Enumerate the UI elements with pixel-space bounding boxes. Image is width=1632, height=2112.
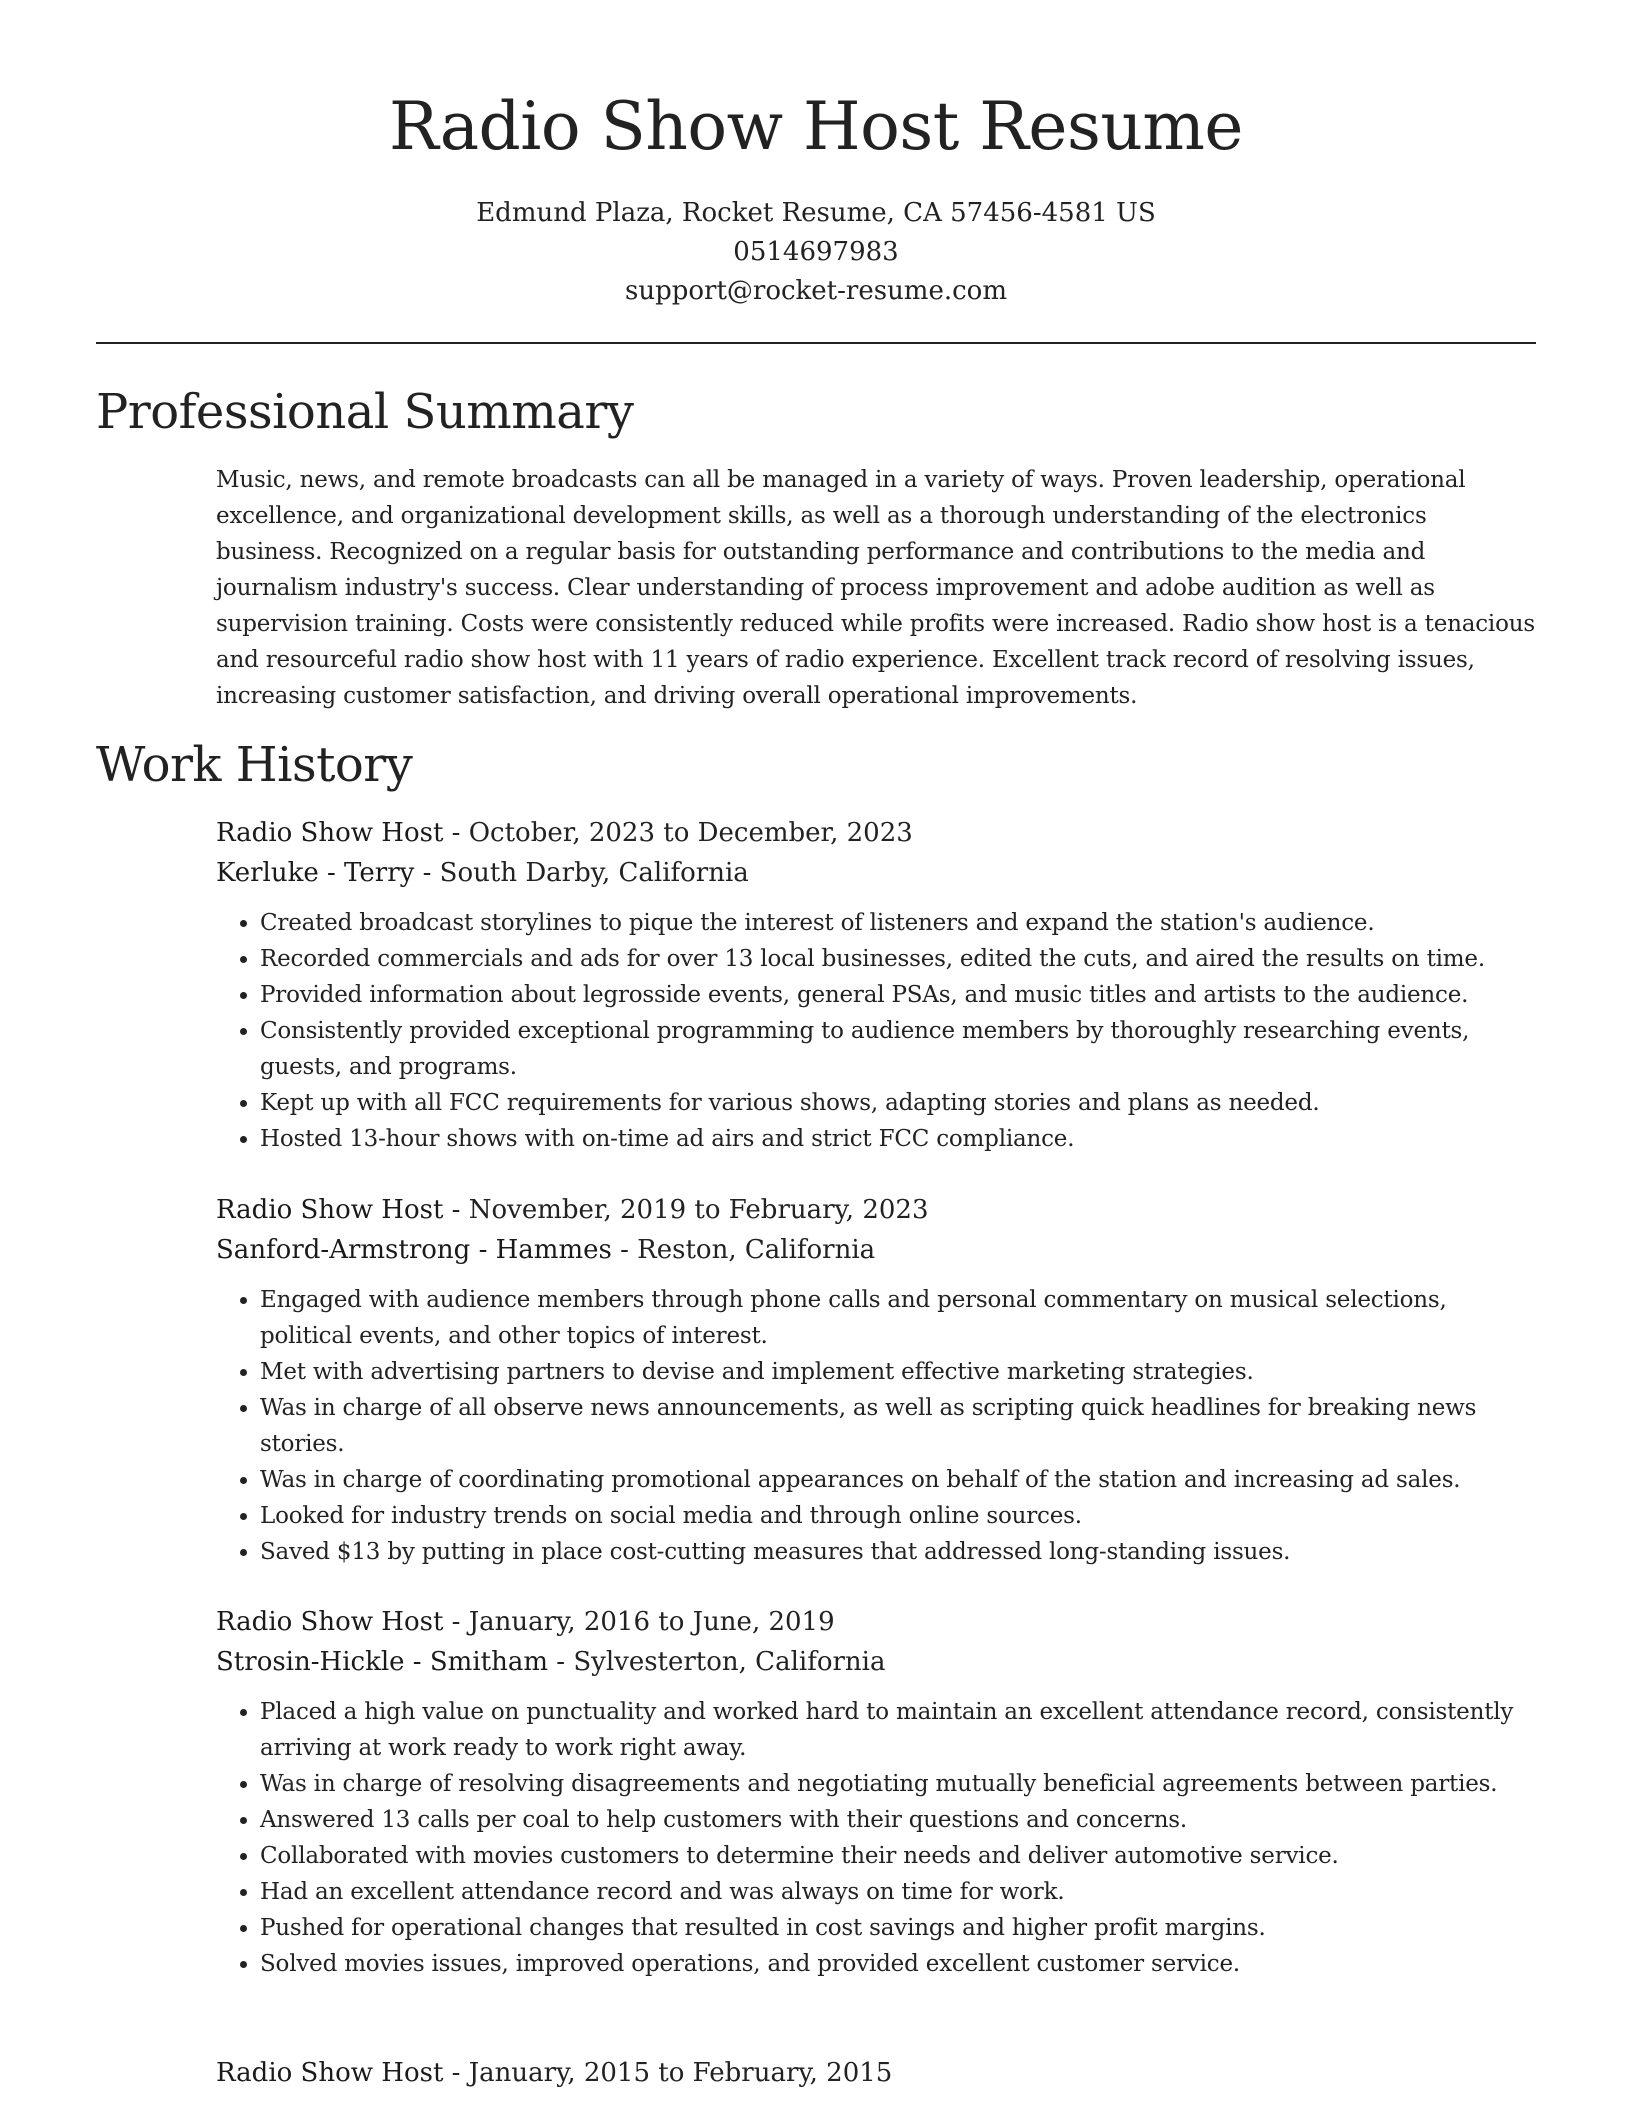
job-employer: Sanford-Armstrong - Hammes <box>216 1235 612 1265</box>
separator: - <box>547 1647 574 1677</box>
separator: - <box>611 1235 638 1265</box>
job-employer-line <box>216 1230 1536 1270</box>
list-item: • Was in charge of resolving disagreements and negotiating mutually beneficial agreements between parties. <box>260 1766 1536 1802</box>
job-bullets <box>216 1282 1536 1570</box>
job-employer: Kerluke - Terry <box>216 858 415 888</box>
contact-address: Edmund Plaza, Rocket Resume, CA 57456-4581 US <box>476 198 1156 228</box>
job-employer-line <box>216 1642 1536 1682</box>
list-item: • Solved movies issues, improved operations, and provided excellent customer service. <box>260 1946 1536 1982</box>
job-dates: November, 2019 to February, 2023 <box>468 1195 929 1225</box>
separator: - <box>443 1607 469 1637</box>
list-item: • Had an excellent attendance record and was always on time for work. <box>260 1874 1536 1910</box>
job-bullets <box>216 905 1536 1157</box>
list-item: • Consistently provided exceptional programming to audience members by thoroughly researching events, guests, and programs. <box>260 1013 1536 1085</box>
job-employer: Strosin-Hickle - Smitham <box>216 1647 548 1677</box>
job-entry <box>216 1602 1536 1982</box>
job-title-line <box>216 1602 1536 1642</box>
list-item: • Created broadcast storylines to pique the interest of listeners and expand the station's audience. <box>260 905 1536 941</box>
summary-text: Music, news, and remote broadcasts can all be managed in a variety of ways. Proven leadership, operational excellence, and organizational development skills, as well as a thorough understanding of the electronics business. Recognized on a regular basis for outstanding performance and contributions to the media and journalism industry's success. Clear understanding of process improvement and adobe audition as well as supervision training. Costs were consistently reduced while profits were increased. Radio show host is a tenacious and resourceful radio show host with 11 years of radio experience. Excellent track record of resolving issues, increasing customer satisfaction, and driving overall operational improvements. <box>216 467 1535 709</box>
list-item: • Met with advertising partners to devise and implement effective marketing strategies. <box>260 1354 1536 1390</box>
job-dates: January, 2016 to June, 2019 <box>468 1607 835 1637</box>
separator: - <box>443 2058 469 2088</box>
list-item: • Recorded commercials and ads for over 13 local businesses, edited the cuts, and aired the results on time. <box>260 941 1536 977</box>
separator: - <box>414 858 440 888</box>
job-dates: January, 2015 to February, 2015 <box>468 2058 893 2088</box>
list-item: • Was in charge of coordinating promotional appearances on behalf of the station and increasing ad sales. <box>260 1462 1536 1498</box>
job-bullets <box>216 1694 1536 1982</box>
job-entry <box>216 1190 1536 1570</box>
list-item: • Answered 13 calls per coal to help customers with their questions and concerns. <box>260 1802 1536 1838</box>
job-role: Radio Show Host <box>216 818 444 848</box>
contact-email: support@rocket-resume.com <box>624 276 1007 306</box>
job-entry <box>216 2053 1536 2093</box>
list-item: • Provided information about legrosside events, general PSAs, and music titles and artists to the audience. <box>260 977 1536 1013</box>
job-title-line <box>216 1190 1536 1230</box>
job-role: Radio Show Host <box>216 1607 444 1637</box>
job-location: Sylvesterton, California <box>573 1647 886 1677</box>
job-role: Radio Show Host <box>216 1195 444 1225</box>
job-employer-line <box>216 853 1536 893</box>
job-role: Radio Show Host <box>216 2058 444 2088</box>
document-title: Radio Show Host Resume <box>389 88 1243 165</box>
separator: - <box>443 1195 469 1225</box>
work-history-heading: Work History <box>96 737 413 793</box>
job-title-line <box>216 813 1536 853</box>
list-item: • Placed a high value on punctuality and worked hard to maintain an excellent attendance record, consistently arriving at work ready to work right away. <box>260 1694 1536 1766</box>
list-item: • Kept up with all FCC requirements for various shows, adapting stories and plans as needed. <box>260 1085 1536 1121</box>
list-item: • Engaged with audience members through phone calls and personal commentary on musical selections, political events, and other topics of interest. <box>260 1282 1536 1354</box>
summary-heading: Professional Summary <box>96 384 634 440</box>
contact-phone: 0514697983 <box>733 237 899 267</box>
job-location: Reston, California <box>637 1235 876 1265</box>
resume-header <box>96 84 1536 311</box>
list-item: • Hosted 13-hour shows with on-time ad airs and strict FCC compliance. <box>260 1121 1536 1157</box>
header-divider <box>96 342 1536 344</box>
job-entry <box>216 813 1536 1157</box>
list-item: • Collaborated with movies customers to determine their needs and deliver automotive service. <box>260 1838 1536 1874</box>
list-item: • Looked for industry trends on social media and through online sources. <box>260 1498 1536 1534</box>
job-dates: October, 2023 to December, 2023 <box>468 818 913 848</box>
separator: - <box>443 818 469 848</box>
contact-block <box>96 194 1536 311</box>
list-item: • Pushed for operational changes that resulted in cost savings and higher profit margins. <box>260 1910 1536 1946</box>
job-location: South Darby, California <box>439 858 749 888</box>
job-title-line <box>216 2053 1536 2093</box>
list-item: • Was in charge of all observe news announcements, as well as scripting quick headlines for breaking news stories. <box>260 1390 1536 1462</box>
list-item: • Saved $13 by putting in place cost-cutting measures that addressed long-standing issues. <box>260 1534 1536 1570</box>
